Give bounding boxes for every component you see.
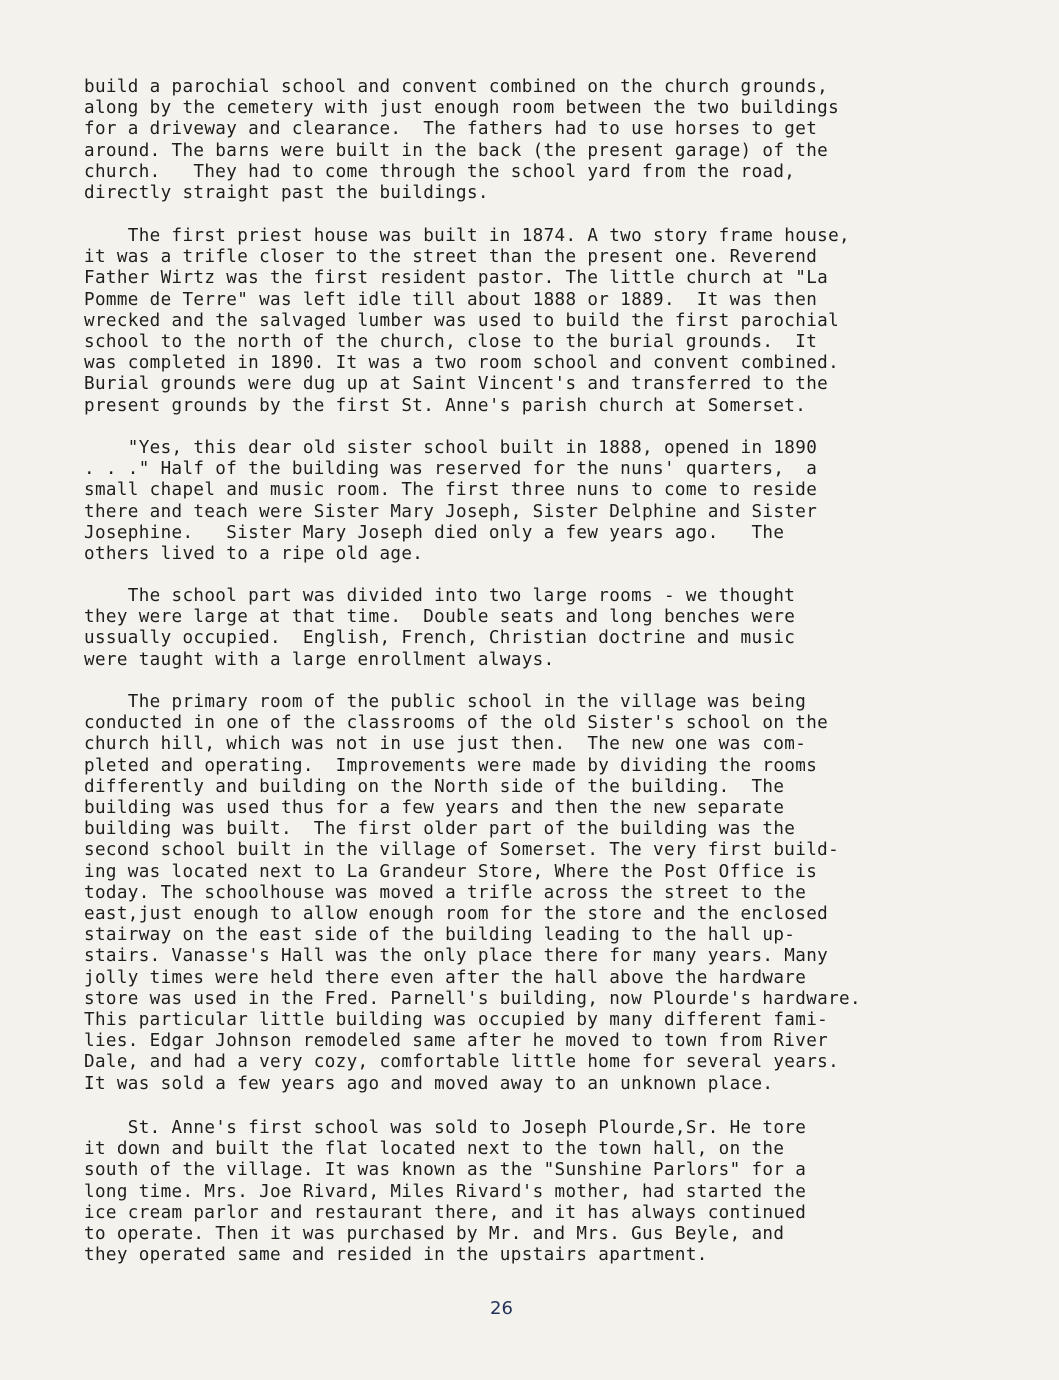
paragraph-public-school-history: The primary room of the public school in the village was being conducted in one of the classrooms of the old Sister's school on the church hill, which was not in use just then. The new one was com- pleted and operating. Improvements were made by dividing the rooms differently and building on the North side of the building. The building was used thus for a few years and then the new separate building was built. The first older part of the building was the second school built in the village of Somerset. The very first build- ing was located next to La Grandeur Store, Where the Post Office is today. The schoolhouse was moved a trifle across the street to the east,just enough to allow enough room for the store and the enclosed stairway on the east side of the building leading to the hall up- stairs. Vanasse's Hall was the only place there for many years. Many jolly times were held there even after the hall above the hardware store was used in the Fred. Parnell's building, now Plourde's hardware. This particular little building was occupied by many different fami- lies. Edgar Johnson remodeled same after he moved to town from River Dale, and had a very cozy, comfortable little home for several years. It was sold a few years ago and moved away to an unknown place. [84,692,861,1094]
paragraph-parochial-school-intro: build a parochial school and convent combined on the church grounds, along by the cemetery with just enough room between the two buildings for a driveway and clearance. The fathers had to use horses to get around. The barns were built in the back (the present garage) of the church. They had to come through the school yard from the road, directly straight past the buildings. [84,77,840,204]
paragraph-school-rooms: The school part was divided into two large rooms - we thought they were large at that time. Double seats and long benches were ussually occupied. English, French, Christian doctrine and music were taught with a large enrollment always. [84,586,796,670]
paragraph-sister-school-quote: "Yes, this dear old sister school built in 1888, opened in 1890 . . ." Half of the building was reserved for the nuns' quarters, a small chapel and music room. The first three nuns to come to reside there and teach were Sister Mary Joseph, Sister Delphine and Sister Josephine. Sister Mary Joseph died only a few years ago. The others lived to a ripe old age. [84,438,818,565]
page-number: 26 [490,1298,513,1319]
paragraph-first-priest-house: The first priest house was built in 1874. A two story frame house, it was a trifle closer to the street than the present one. Reverend Father Wirtz was the first resident pastor. The little church at "La Pomme de Terre" was left idle till about 1888 or 1889. It was then wrecked and the salvaged lumber was used to build the first parochial school to the north of the church, close to the burial grounds. It was completed in 1890. It was a two room school and convent combined. Burial grounds were dug up at Saint Vincent's and transferred to the present grounds by the first St. Anne's parish church at Somerset. [84,226,850,416]
paragraph-first-school-sold: St. Anne's first school was sold to Joseph Plourde,Sr. He tore it down and built the flat located next to the town hall, on the south of the village. It was known as the "Sunshine Parlors" for a long time. Mrs. Joe Rivard, Miles Rivard's mother, had started the ice cream parlor and restaurant there, and it has always continued to operate. Then it was purchased by Mr. and Mrs. Gus Beyle, and they operated same and resided in the upstairs apartment. [84,1118,807,1266]
